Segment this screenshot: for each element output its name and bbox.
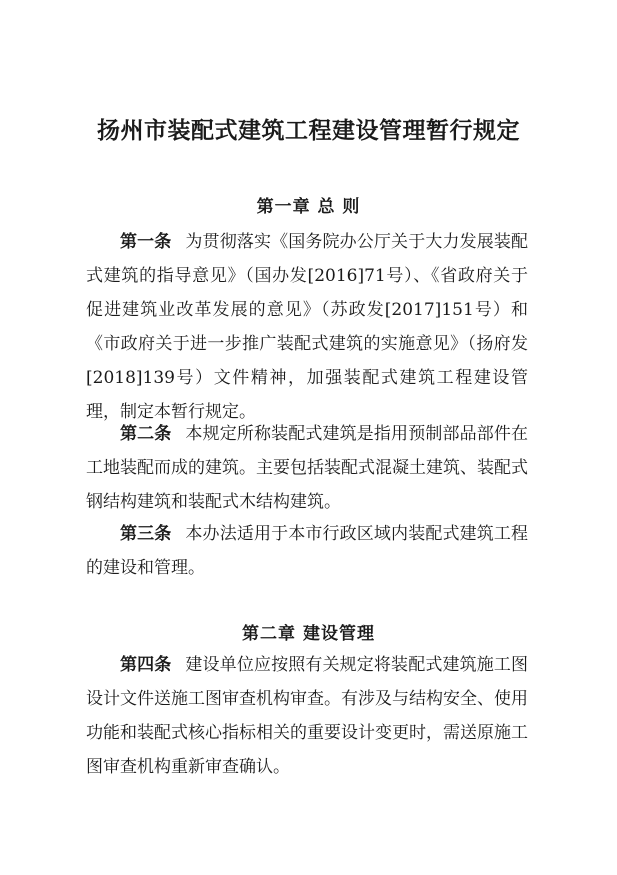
article-2	[86, 417, 528, 519]
article-4-body: 建设单位应按照有关规定将装配式建筑施工图设计文件送施工图审查机构审查。有涉及与结构安全、使用功能和装配式核心指标相关的重要设计变更时，需送原施工图审查机构重新审查确认。	[86, 655, 529, 777]
chapter-1-heading: 第一章 总 则	[256, 197, 361, 217]
article-1-number: 第一条	[120, 232, 172, 252]
article-2-number: 第二条	[120, 424, 172, 444]
article-2-body: 本规定所称装配式建筑是指用预制部品部件在工地装配而成的建筑。主要包括装配式混凝土建筑、装配式钢结构建筑和装配式木结构建筑。	[86, 424, 529, 512]
article-4-number: 第四条	[120, 655, 172, 675]
article-1-body: 为贯彻落实《国务院办公厅关于大力发展装配式建筑的指导意见》（国办发[2016]71号）、《省政府关于促进建筑业改革发展的意见》（苏政发[2017]151号）和《市政府关于进一步推广装配式建筑的实施意见》（扬府发[2018]139号）文件精神，加强装配式建筑工程建设管理，制定本暂行规定。	[86, 232, 529, 422]
article-3-number: 第三条	[120, 524, 172, 544]
article-3-body: 本办法适用于本市行政区域内装配式建筑工程的建设和管理。	[86, 524, 529, 578]
document-title: 扬州市装配式建筑工程建设管理暂行规定	[97, 117, 520, 144]
article-3	[86, 517, 528, 585]
article-1	[86, 225, 528, 429]
article-4	[86, 648, 528, 784]
chapter-2-heading: 第二章 建设管理	[242, 624, 375, 644]
